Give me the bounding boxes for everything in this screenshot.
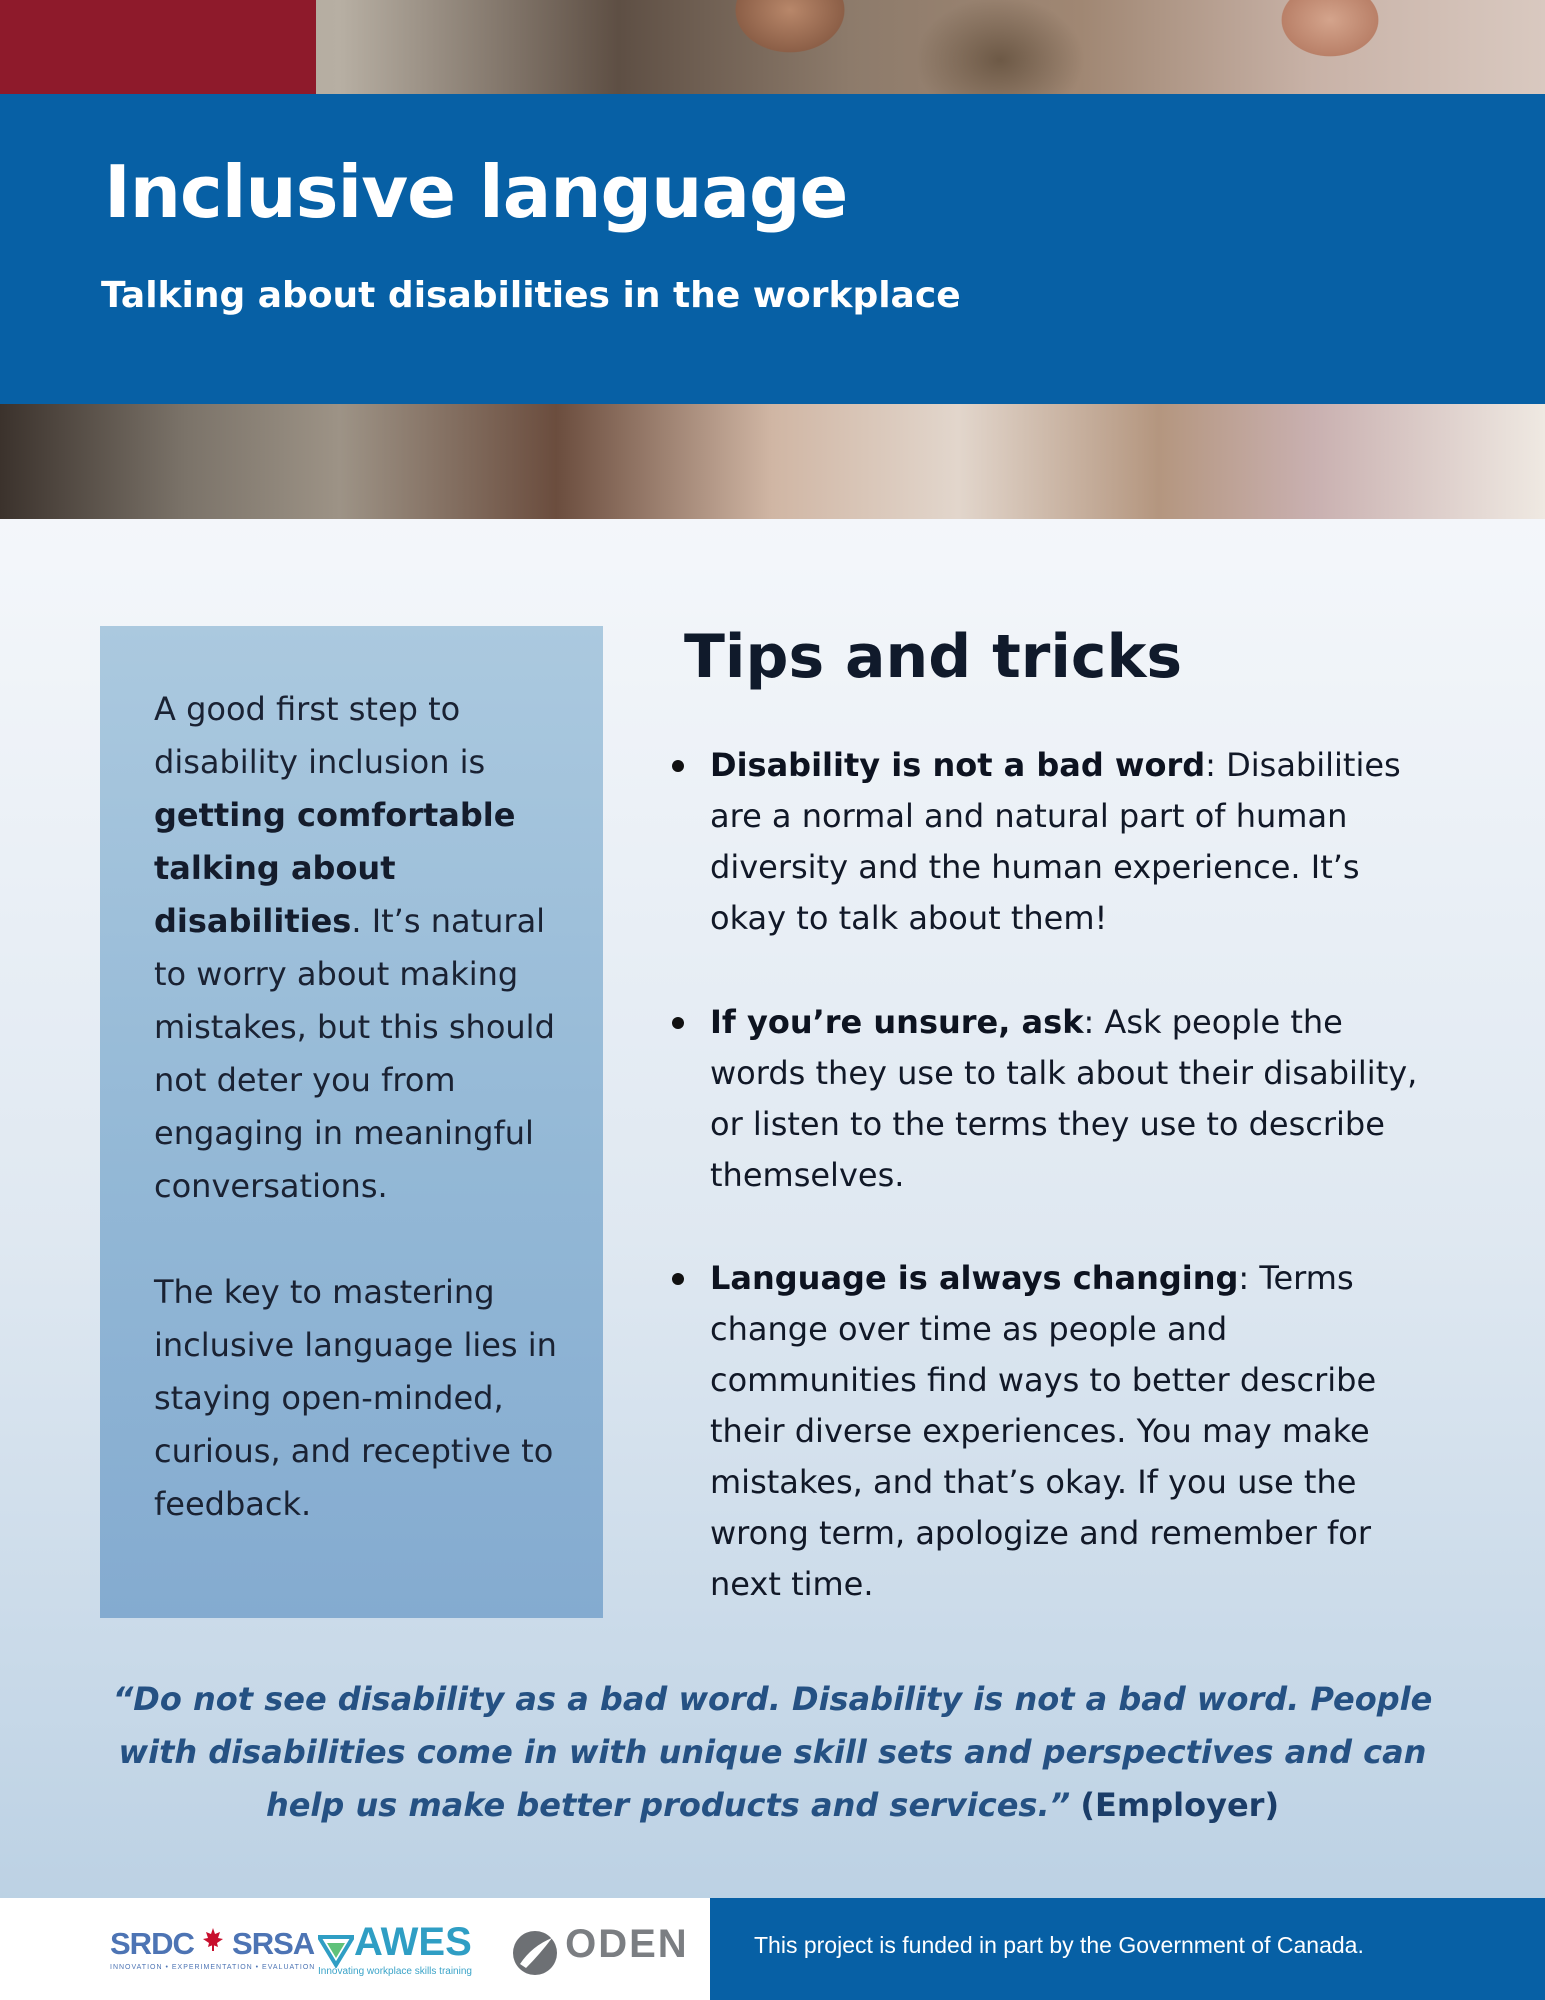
tip-item xyxy=(710,997,1440,1201)
page-title: Inclusive language xyxy=(104,150,848,234)
srdc-logo-text: SRDC xyxy=(110,1926,194,1961)
intro-paragraph xyxy=(154,683,584,1213)
tip-text: : Ask people the words they use to talk about their disability, or listen to the terms they use to describe themselves. xyxy=(710,1003,1418,1194)
intro-text-bold: getting comfortable talking about disabilities xyxy=(154,796,516,940)
awes-logo xyxy=(318,1920,472,1977)
tip-title: Disability is not a bad word xyxy=(710,746,1206,784)
tip-item xyxy=(710,1253,1440,1610)
page-subtitle: Talking about disabilities in the workplace xyxy=(101,275,961,316)
oden-logo-text: ODEN xyxy=(565,1922,689,1966)
title-banner xyxy=(0,94,1545,404)
tip-title: Language is always changing xyxy=(710,1259,1239,1297)
quote-attribution: (Employer) xyxy=(1080,1786,1280,1824)
srsa-logo-text: SRSA xyxy=(232,1926,315,1961)
awes-logo-text: AWES xyxy=(354,1920,472,1964)
oden-swoosh-icon xyxy=(510,1928,560,1978)
tip-title: If you’re unsure, ask xyxy=(710,1003,1084,1041)
footer-logos xyxy=(0,1898,710,2000)
srdc-tagline: INNOVATION • EXPERIMENTATION • EVALUATION xyxy=(110,1964,316,1971)
oden-logo xyxy=(510,1922,689,1978)
header-photo-hands xyxy=(0,404,1545,519)
tips-heading: Tips and tricks xyxy=(684,622,1183,692)
bullet-icon xyxy=(672,1273,684,1285)
tip-item xyxy=(710,740,1440,944)
tip-text: : Terms change over time as people and communities find ways to better describe their diverse experiences. You may make mistakes, and that’s okay. If you use the wrong term, apologize and remember for next time. xyxy=(710,1259,1377,1603)
tip-text: : Disabilities are a normal and natural part of human diversity and the human experience. It’s okay to talk about them! xyxy=(710,746,1401,937)
quote-text: “Do not see disability as a bad word. Disability is not a bad word. People with disabilities come in with unique skill sets and perspectives and can help us make better products and services.” xyxy=(112,1680,1433,1824)
awes-chevron-icon xyxy=(318,1934,354,1968)
employer-quote xyxy=(100,1673,1445,1832)
red-accent-block xyxy=(0,0,316,100)
funding-bar xyxy=(710,1898,1545,2000)
maple-leaf-icon xyxy=(200,1926,226,1952)
srdc-logo xyxy=(110,1926,315,1971)
funding-notice: This project is funded in part by the Government of Canada. xyxy=(754,1932,1364,1958)
bullet-icon xyxy=(672,760,684,772)
intro-text-start: A good first step to disability inclusion is xyxy=(154,690,486,781)
key-paragraph: The key to mastering inclusive language lies in staying open-minded, curious, and receptive to feedback. xyxy=(154,1273,557,1523)
intro-text-end: . It’s natural to worry about making mistakes, but this should not deter you from engaging in meaningful conversations. xyxy=(154,902,555,1205)
awes-tagline: Innovating workplace skills training xyxy=(318,1965,472,1977)
intro-callout xyxy=(100,626,603,1618)
bullet-icon xyxy=(672,1017,684,1029)
